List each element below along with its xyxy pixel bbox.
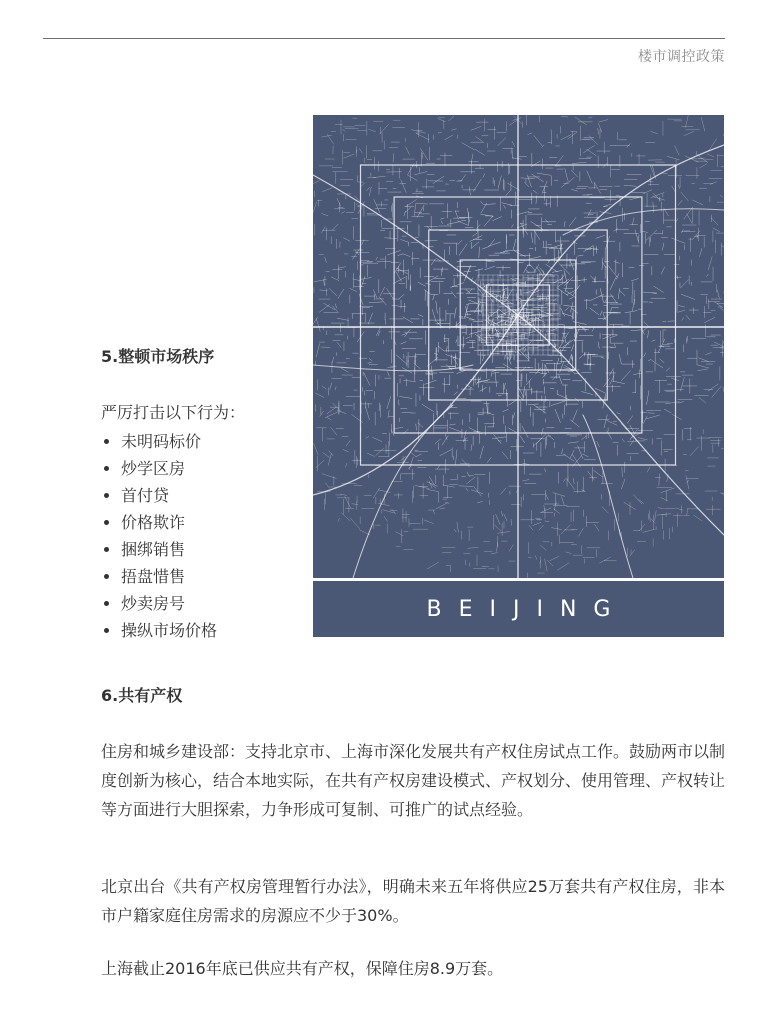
list-item: 首付贷 <box>101 482 301 509</box>
list-item: 操纵市场价格 <box>101 617 301 644</box>
street-map-illustration <box>313 115 724 578</box>
bullet-icon <box>104 493 109 498</box>
bullet-icon <box>104 520 109 525</box>
list-item: 价格欺诈 <box>101 509 301 536</box>
bullet-icon <box>104 574 109 579</box>
beijing-map-image <box>313 115 724 637</box>
bullet-icon <box>104 547 109 552</box>
page-header-title: 楼市调控政策 <box>638 49 725 65</box>
list-item: 未明码标价 <box>101 428 301 455</box>
paragraph: 上海截止2016年底已供应共有产权，保障住房8.9万套。 <box>101 959 504 978</box>
list-item: 捆绑销售 <box>101 536 301 563</box>
section-heading: 6.共有产权 <box>101 686 183 705</box>
section-heading: 5.整顿市场秩序 <box>101 347 215 366</box>
bullet-list <box>101 428 301 644</box>
paragraph: 北京出台《共有产权房管理暂行办法》，明确未来五年将供应25万套共有产权住房，非本市户籍家庭住房需求的房源应不少于30%。 <box>101 877 725 925</box>
header-rule <box>43 38 725 39</box>
map-city-label: BEIJING <box>426 596 628 622</box>
bullet-icon <box>104 601 109 606</box>
section-market-order <box>101 345 301 644</box>
list-item: 炒卖房号 <box>101 590 301 617</box>
paragraph: 住房和城乡建设部：支持北京市、上海市深化发展共有产权住房试点工作。鼓励两市以制度创新为核心，结合本地实际，在共有产权房建设模式、产权划分、使用管理、产权转让等方面进行大胆探索，力争形成可复制、可推广的试点经验。 <box>101 742 726 819</box>
bullet-icon <box>104 466 109 471</box>
list-item: 炒学区房 <box>101 455 301 482</box>
section-intro: 严厉打击以下行为： <box>101 403 246 422</box>
bullet-icon <box>104 439 109 444</box>
list-item: 捂盘惜售 <box>101 563 301 590</box>
bullet-icon <box>104 628 109 633</box>
